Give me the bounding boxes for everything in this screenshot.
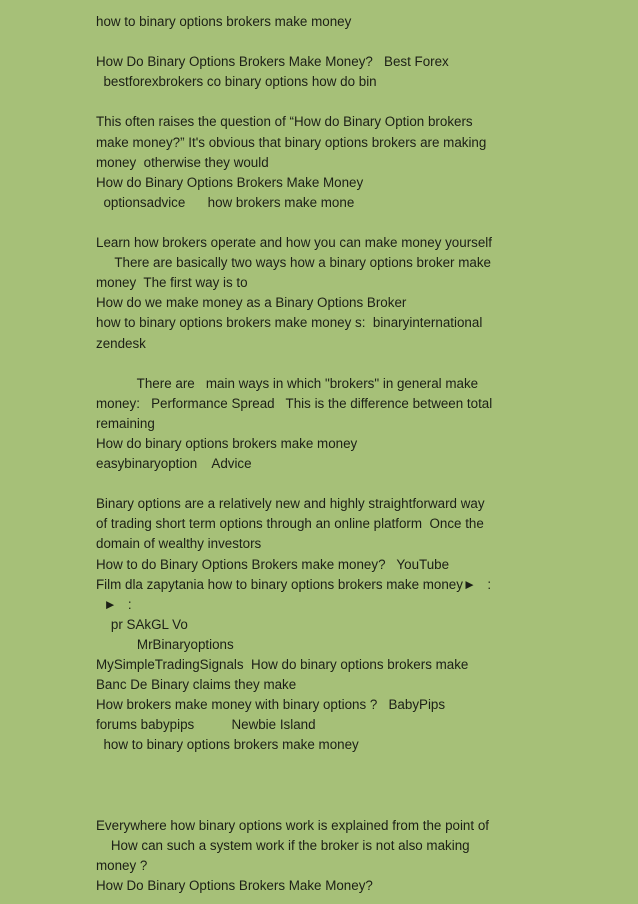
text-line: How can such a system work if the broker is not also making	[96, 837, 470, 853]
text-line: remaining	[96, 415, 155, 431]
text-line: MySimpleTradingSignals How do binary options brokers make	[96, 657, 469, 672]
text-line: How do binary options brokers make money	[96, 435, 358, 451]
text-line	[96, 354, 638, 374]
text-line	[96, 755, 638, 775]
text-line: make money?” It's obvious that binary options brokers are making	[96, 134, 487, 150]
text-line: How Do Binary Options Brokers Make Money?	[96, 878, 373, 894]
text-line: Banc De Binary claims they make	[96, 677, 297, 693]
text-line: There are basically two ways how a binary options broker make	[96, 255, 491, 271]
text-line	[96, 776, 638, 796]
text-line: money otherwise they would	[96, 154, 269, 170]
text-line: How do we make money as a Binary Options Broker	[96, 295, 407, 311]
text-line: ► :	[96, 596, 132, 612]
text-line	[96, 32, 638, 52]
text-line: MrBinaryoptions	[96, 636, 234, 652]
text-line: Learn how brokers operate and how you can make money yourself	[96, 235, 492, 251]
text-line: how to binary options brokers make money	[96, 737, 359, 753]
text-line: zendesk	[96, 335, 146, 351]
text-line: This often raises the question of “How do Binary Option brokers	[96, 114, 473, 130]
text-line: Everywhere how binary options work is explained from the point of	[96, 817, 489, 833]
text-line: of trading short term options through an online platform Once the	[96, 516, 484, 532]
text-body	[96, 12, 638, 896]
text-line: bestforexbrokers co binary options how do bin	[96, 74, 377, 90]
text-line: easybinaryoption Advice	[96, 456, 252, 472]
text-line	[96, 474, 638, 494]
text-line: money The first way is to	[96, 275, 248, 291]
text-line: There are main ways in which "brokers" in general make	[96, 375, 479, 391]
text-line: pr SAkGL Vo	[96, 616, 188, 632]
text-line: Film dla zapytania how to binary options brokers make money► :	[96, 576, 492, 592]
text-line: money: Performance Spread This is the difference between total	[96, 395, 493, 411]
text-line: how to binary options brokers make money	[96, 14, 352, 29]
text-line	[96, 213, 638, 233]
text-line: How to do Binary Options Brokers make money? YouTube	[96, 556, 450, 572]
text-line: money ?	[96, 857, 148, 873]
text-line	[96, 796, 638, 816]
text-line: optionsadvice how brokers make mone	[96, 194, 355, 210]
text-line: How do Binary Options Brokers Make Money	[96, 174, 364, 190]
text-line: forums babypips Newbie Island	[96, 717, 316, 733]
text-line: How brokers make money with binary options ? BabyPips	[96, 697, 446, 713]
text-line: How Do Binary Options Brokers Make Money? Best Forex	[96, 54, 449, 70]
text-line: domain of wealthy investors	[96, 536, 262, 552]
text-line: Binary options are a relatively new and highly straightforward way	[96, 496, 485, 512]
text-line: how to binary options brokers make money s: binaryinternational	[96, 315, 483, 331]
text-line	[96, 92, 638, 112]
